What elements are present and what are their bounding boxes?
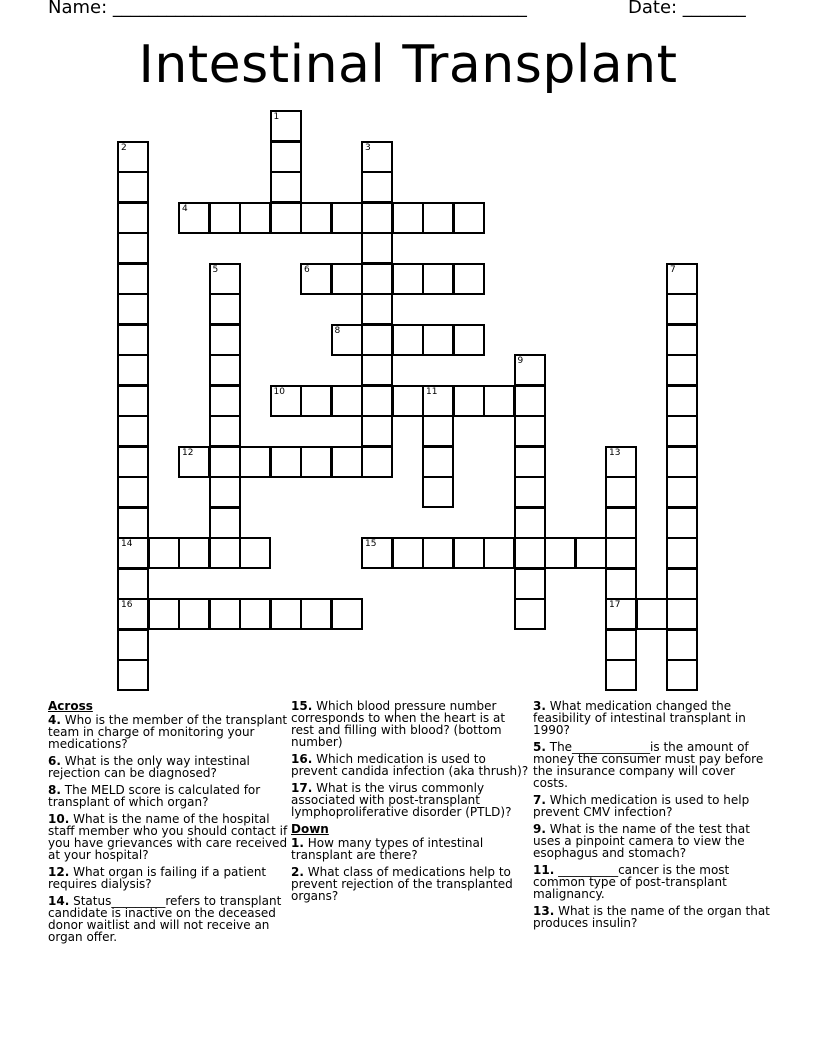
- clue-text: What is the name of the test that uses a pinpoint camera to view the esophagus and stomach?: [533, 822, 750, 860]
- grid-cell[interactable]: [453, 385, 485, 417]
- down-clue-7: [533, 794, 773, 818]
- grid-cell[interactable]: [361, 171, 393, 203]
- clue-text: What organ is failing if a patient requires dialysis?: [48, 865, 267, 891]
- grid-cell[interactable]: [392, 324, 424, 356]
- cell-number: 5: [212, 264, 219, 275]
- clue-text: What is the name of the organ that produces insulin?: [533, 904, 770, 930]
- grid-cell[interactable]: [666, 659, 698, 691]
- grid-cell[interactable]: [117, 415, 149, 447]
- cell-number: 1: [273, 112, 280, 122]
- grid-cell[interactable]: [636, 598, 668, 630]
- grid-cell[interactable]: [666, 568, 698, 600]
- grid-cell[interactable]: [239, 537, 271, 569]
- across-heading: Across: [48, 699, 93, 713]
- cell-number: 10: [273, 386, 285, 397]
- grid-cell[interactable]: [422, 263, 454, 295]
- clue-text: What is the name of the hospital staff member who you should contact if you have grievances with care received at your hospital?: [48, 812, 288, 862]
- clue-number: 10.: [48, 812, 70, 826]
- grid-cell[interactable]: [422, 324, 454, 356]
- grid-cell[interactable]: [270, 171, 302, 203]
- grid-cell[interactable]: [300, 202, 332, 234]
- grid-cell[interactable]: [514, 385, 546, 417]
- grid-cell[interactable]: [666, 263, 698, 295]
- grid-cell[interactable]: [209, 476, 241, 508]
- cell-number: 4: [182, 203, 188, 214]
- grid-cell[interactable]: [422, 385, 454, 417]
- down-clue-2: [291, 866, 531, 902]
- clue-text: Which blood pressure number corresponds to when the heart is at rest and filling with blood? (bottom number): [291, 699, 506, 749]
- grid-cell[interactable]: [209, 202, 241, 234]
- grid-cell[interactable]: [209, 598, 241, 630]
- grid-cell[interactable]: [209, 446, 241, 478]
- grid-cell[interactable]: [666, 324, 698, 356]
- date-field-label: Date: _______: [628, 0, 746, 18]
- name-field-label: Name: ______________________________________________: [48, 0, 527, 18]
- clue-number: 1.: [291, 836, 304, 850]
- clue-number: 17.: [291, 781, 313, 795]
- grid-cell[interactable]: [361, 293, 393, 325]
- clue-text: Which medication is used to prevent candida infection (aka thrush)?: [291, 752, 529, 778]
- across-clue-17: [291, 782, 531, 818]
- grid-cell[interactable]: [117, 232, 149, 264]
- down-clue-1: [291, 837, 531, 861]
- clue-column-right: [533, 700, 773, 934]
- grid-cell[interactable]: [209, 354, 241, 386]
- grid-cell[interactable]: [361, 385, 393, 417]
- clue-number: 8.: [48, 783, 61, 797]
- cell-number: 14: [121, 539, 133, 549]
- grid-cell[interactable]: [422, 476, 454, 508]
- grid-cell[interactable]: [514, 507, 546, 539]
- clue-text: How many types of intestinal transplant are there?: [291, 836, 484, 862]
- grid-cell[interactable]: [514, 415, 546, 447]
- clue-text: Status_________refers to transplant candidate is inactive on the deceased donor waitlist and will not receive an organ offer.: [48, 894, 282, 944]
- clue-text: The MELD score is calculated for transplant of which organ?: [48, 783, 261, 809]
- clue-number: 12.: [48, 865, 70, 879]
- grid-cell[interactable]: [270, 202, 302, 234]
- grid-cell[interactable]: [514, 537, 546, 569]
- grid-cell[interactable]: [300, 598, 332, 630]
- grid-cell[interactable]: [453, 324, 485, 356]
- grid-cell[interactable]: [117, 507, 149, 539]
- grid-cell[interactable]: [392, 385, 424, 417]
- cell-number: 16: [121, 600, 133, 610]
- grid-cell[interactable]: [209, 263, 241, 295]
- cell-number: 11: [426, 386, 438, 397]
- grid-cell[interactable]: [361, 537, 393, 569]
- grid-cell[interactable]: [453, 537, 485, 569]
- grid-cell[interactable]: [209, 324, 241, 356]
- grid-cell[interactable]: [117, 324, 149, 356]
- grid-cell[interactable]: [666, 446, 698, 478]
- clue-number: 11.: [533, 863, 555, 877]
- grid-cell[interactable]: [361, 141, 393, 173]
- grid-cell[interactable]: [422, 415, 454, 447]
- grid-cell[interactable]: [300, 446, 332, 478]
- grid-cell[interactable]: [666, 354, 698, 386]
- clue-text: Who is the member of the transplant team in charge of monitoring your medications?: [48, 713, 288, 751]
- grid-cell[interactable]: [666, 476, 698, 508]
- grid-cell[interactable]: [605, 568, 637, 600]
- grid-cell[interactable]: [270, 110, 302, 142]
- grid-cell[interactable]: [514, 446, 546, 478]
- clue-text: Which medication is used to help prevent CMV infection?: [533, 793, 750, 819]
- clue-number: 6.: [48, 754, 61, 768]
- grid-cell[interactable]: [392, 263, 424, 295]
- clue-number: 9.: [533, 822, 546, 836]
- grid-cell[interactable]: [209, 415, 241, 447]
- across-clue-10: [48, 813, 288, 861]
- grid-cell[interactable]: [117, 476, 149, 508]
- cell-number: 12: [182, 447, 194, 458]
- cell-number: 15: [365, 539, 377, 549]
- grid-cell[interactable]: [117, 141, 149, 173]
- grid-cell[interactable]: [300, 385, 332, 417]
- down-clue-9: [533, 823, 773, 859]
- across-clue-8: [48, 784, 288, 808]
- grid-cell[interactable]: [117, 537, 149, 569]
- grid-cell[interactable]: [270, 141, 302, 173]
- grid-cell[interactable]: [453, 263, 485, 295]
- grid-cell[interactable]: [605, 446, 637, 478]
- grid-cell[interactable]: [605, 476, 637, 508]
- grid-cell[interactable]: [605, 598, 637, 630]
- grid-cell[interactable]: [148, 598, 180, 630]
- grid-cell[interactable]: [117, 568, 149, 600]
- clue-column-left: [48, 700, 288, 948]
- clue-text: __________cancer is the most common type of post-transplant malignancy.: [533, 863, 730, 901]
- grid-cell[interactable]: [666, 415, 698, 447]
- across-clue-16: [291, 753, 531, 777]
- grid-cell[interactable]: [117, 385, 149, 417]
- cell-number: 7: [670, 264, 676, 275]
- grid-cell[interactable]: [422, 446, 454, 478]
- grid-cell[interactable]: [331, 202, 363, 234]
- grid-cell[interactable]: [270, 598, 302, 630]
- grid-cell[interactable]: [331, 598, 363, 630]
- grid-cell[interactable]: [117, 598, 149, 630]
- grid-cell[interactable]: [514, 476, 546, 508]
- grid-cell[interactable]: [666, 629, 698, 661]
- across-clue-12: [48, 866, 288, 890]
- grid-cell[interactable]: [361, 263, 393, 295]
- grid-cell[interactable]: [666, 598, 698, 630]
- down-clue-11: [533, 864, 773, 900]
- down-clue-5: [533, 741, 773, 789]
- grid-cell[interactable]: [117, 629, 149, 661]
- grid-cell[interactable]: [178, 598, 210, 630]
- clue-number: 3.: [533, 699, 546, 713]
- grid-cell[interactable]: [209, 385, 241, 417]
- grid-cell[interactable]: [331, 385, 363, 417]
- grid-cell[interactable]: [514, 568, 546, 600]
- grid-cell[interactable]: [483, 537, 515, 569]
- grid-cell[interactable]: [392, 202, 424, 234]
- cell-number: 3: [365, 142, 371, 153]
- clue-number: 14.: [48, 894, 70, 908]
- grid-cell[interactable]: [361, 446, 393, 478]
- grid-cell[interactable]: [117, 202, 149, 234]
- grid-cell[interactable]: [422, 202, 454, 234]
- grid-cell[interactable]: [148, 537, 180, 569]
- cell-number: 8: [334, 325, 341, 336]
- grid-cell[interactable]: [575, 537, 607, 569]
- clue-number: 5.: [533, 740, 546, 754]
- grid-cell[interactable]: [605, 659, 637, 691]
- cell-number: 2: [121, 142, 127, 153]
- grid-cell[interactable]: [270, 446, 302, 478]
- grid-cell[interactable]: [544, 537, 576, 569]
- grid-cell[interactable]: [514, 598, 546, 630]
- grid-cell[interactable]: [361, 202, 393, 234]
- grid-cell[interactable]: [331, 446, 363, 478]
- clue-column-middle: [291, 700, 531, 907]
- grid-cell[interactable]: [209, 507, 241, 539]
- clue-number: 13.: [533, 904, 555, 918]
- grid-cell[interactable]: [605, 507, 637, 539]
- grid-cell[interactable]: [392, 537, 424, 569]
- cell-number: 17: [609, 600, 621, 610]
- grid-cell[interactable]: [605, 629, 637, 661]
- grid-cell[interactable]: [239, 598, 271, 630]
- grid-cell[interactable]: [361, 324, 393, 356]
- grid-cell[interactable]: [361, 354, 393, 386]
- grid-cell[interactable]: [178, 202, 210, 234]
- grid-cell[interactable]: [483, 385, 515, 417]
- grid-cell[interactable]: [514, 354, 546, 386]
- grid-cell[interactable]: [209, 293, 241, 325]
- cell-number: 13: [609, 447, 621, 458]
- grid-cell[interactable]: [117, 354, 149, 386]
- grid-cell[interactable]: [453, 202, 485, 234]
- grid-cell[interactable]: [117, 446, 149, 478]
- puzzle-title: Intestinal Transplant: [138, 35, 678, 95]
- grid-cell[interactable]: [178, 446, 210, 478]
- across-clue-4: [48, 714, 288, 750]
- grid-cell[interactable]: [270, 385, 302, 417]
- grid-cell[interactable]: [239, 202, 271, 234]
- clue-number: 2.: [291, 865, 304, 879]
- clue-text: The_____________is the amount of money the consumer must pay before the insurance company will cover costs.: [533, 740, 764, 790]
- grid-cell[interactable]: [361, 232, 393, 264]
- grid-cell[interactable]: [239, 446, 271, 478]
- clue-number: 15.: [291, 699, 313, 713]
- grid-cell[interactable]: [605, 537, 637, 569]
- across-clue-15: [291, 700, 531, 748]
- grid-cell[interactable]: [361, 415, 393, 447]
- grid-cell[interactable]: [666, 385, 698, 417]
- across-clue-14: [48, 895, 288, 943]
- grid-cell[interactable]: [666, 537, 698, 569]
- cell-number: 9: [517, 356, 524, 366]
- grid-cell[interactable]: [117, 263, 149, 295]
- grid-cell[interactable]: [117, 659, 149, 691]
- grid-cell[interactable]: [422, 537, 454, 569]
- grid-cell[interactable]: [178, 537, 210, 569]
- down-heading: Down: [291, 822, 329, 836]
- grid-cell[interactable]: [300, 263, 332, 295]
- down-clue-13: [533, 905, 773, 929]
- grid-cell[interactable]: [117, 171, 149, 203]
- clue-text: What medication changed the feasibility of intestinal transplant in 1990?: [533, 699, 746, 737]
- clue-text: What is the virus commonly associated with post-transplant lymphoproliferative disorder (PTLD)?: [291, 781, 512, 819]
- grid-cell[interactable]: [117, 293, 149, 325]
- clue-number: 16.: [291, 752, 313, 766]
- cell-number: 6: [304, 264, 310, 275]
- clue-number: 4.: [48, 713, 61, 727]
- down-clue-3: [533, 700, 773, 736]
- clue-text: What is the only way intestinal rejection can be diagnosed?: [48, 754, 250, 780]
- grid-cell[interactable]: [209, 537, 241, 569]
- clue-text: What class of medications help to prevent rejection of the transplanted organs?: [291, 865, 513, 903]
- grid-cell[interactable]: [331, 263, 363, 295]
- grid-cell[interactable]: [666, 293, 698, 325]
- grid-cell[interactable]: [331, 324, 363, 356]
- clue-number: 7.: [533, 793, 546, 807]
- grid-cell[interactable]: [666, 507, 698, 539]
- across-clue-6: [48, 755, 288, 779]
